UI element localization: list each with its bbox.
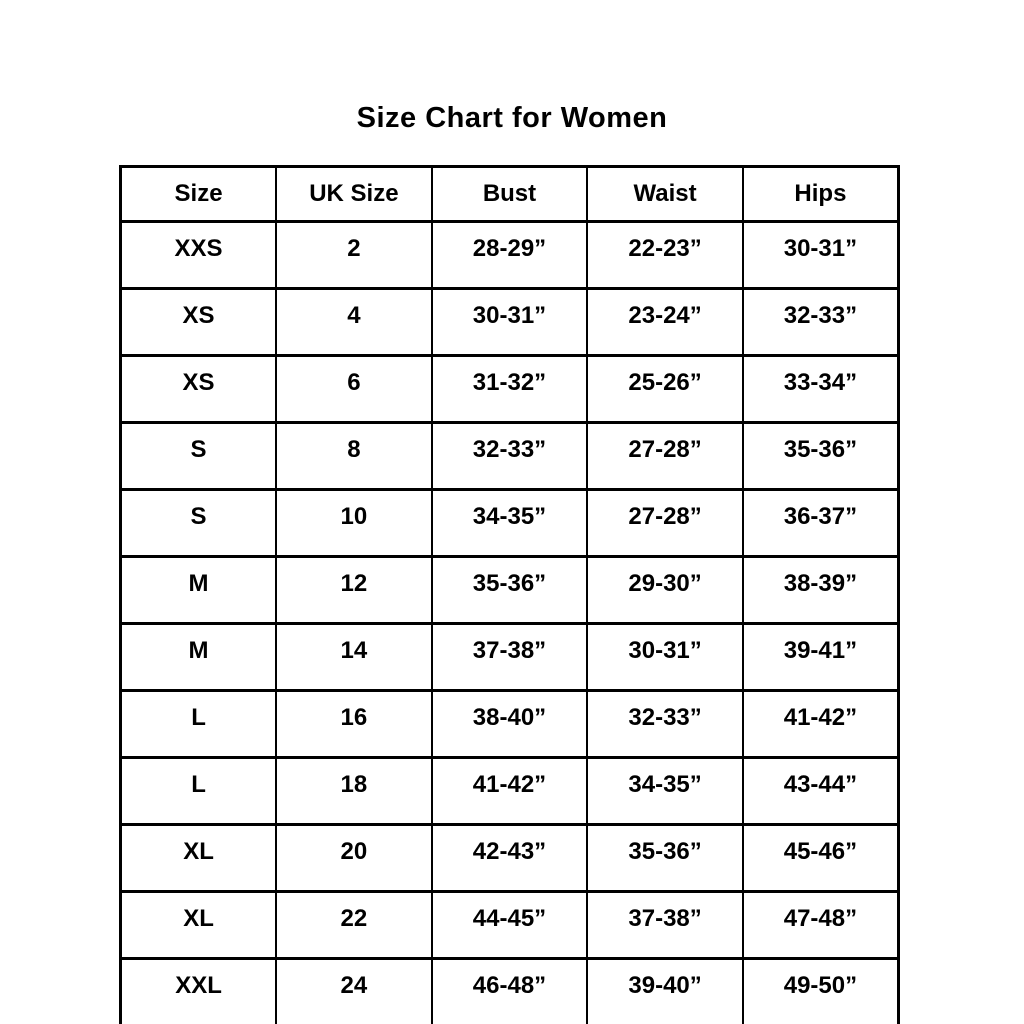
table-row [121,356,899,423]
table-cell-waist: 34-35” [587,758,743,825]
table-row [121,691,899,758]
table-cell-size: M [121,557,277,624]
table-header-row [121,167,899,222]
table-cell-bust: 34-35” [432,490,588,557]
table-cell-waist: 22-23” [587,222,743,289]
table-cell-hips: 45-46” [743,825,899,892]
table-cell-size: XL [121,892,277,959]
table-cell-waist: 32-33” [587,691,743,758]
table-cell-waist: 25-26” [587,356,743,423]
table-cell-hips: 49-50” [743,959,899,1024]
table-cell-uk-size: 10 [276,490,432,557]
table-cell-size: XS [121,356,277,423]
table-cell-hips: 35-36” [743,423,899,490]
column-header-bust: Bust [432,167,588,222]
table-cell-uk-size: 14 [276,624,432,691]
table-row [121,624,899,691]
table-cell-bust: 46-48” [432,959,588,1024]
column-header-waist: Waist [587,167,743,222]
table-cell-uk-size: 8 [276,423,432,490]
table-cell-waist: 37-38” [587,892,743,959]
table-cell-waist: 39-40” [587,959,743,1024]
table-cell-size: S [121,423,277,490]
table-cell-size: L [121,691,277,758]
table-row [121,557,899,624]
table-cell-uk-size: 24 [276,959,432,1024]
table-cell-bust: 30-31” [432,289,588,356]
table-row [121,423,899,490]
table-cell-bust: 38-40” [432,691,588,758]
column-header-size: Size [121,167,277,222]
column-header-hips: Hips [743,167,899,222]
table-cell-size: M [121,624,277,691]
table-cell-waist: 29-30” [587,557,743,624]
table-cell-hips: 38-39” [743,557,899,624]
table-cell-waist: 23-24” [587,289,743,356]
table-cell-hips: 30-31” [743,222,899,289]
table-body [121,222,899,1024]
table-cell-uk-size: 22 [276,892,432,959]
table-cell-waist: 35-36” [587,825,743,892]
table-cell-size: S [121,490,277,557]
table-cell-hips: 41-42” [743,691,899,758]
table-cell-bust: 37-38” [432,624,588,691]
table-cell-uk-size: 18 [276,758,432,825]
table-cell-bust: 44-45” [432,892,588,959]
table-cell-hips: 47-48” [743,892,899,959]
table-cell-uk-size: 20 [276,825,432,892]
table-cell-uk-size: 16 [276,691,432,758]
table-cell-uk-size: 4 [276,289,432,356]
table-row [121,289,899,356]
table-cell-size: XL [121,825,277,892]
table-cell-hips: 36-37” [743,490,899,557]
table-cell-size: XXL [121,959,277,1024]
table-cell-hips: 32-33” [743,289,899,356]
table-cell-waist: 27-28” [587,423,743,490]
table-cell-size: L [121,758,277,825]
table-cell-hips: 39-41” [743,624,899,691]
table-header [121,167,899,222]
size-chart-table [119,165,900,1024]
table-row [121,758,899,825]
table-row [121,959,899,1024]
table-cell-uk-size: 6 [276,356,432,423]
table-row [121,825,899,892]
table-cell-waist: 30-31” [587,624,743,691]
page-title: Size Chart for Women [356,102,668,134]
column-header-uk-size: UK Size [276,167,432,222]
table-cell-hips: 33-34” [743,356,899,423]
table-cell-bust: 28-29” [432,222,588,289]
table-cell-waist: 27-28” [587,490,743,557]
table-cell-bust: 31-32” [432,356,588,423]
table-row [121,892,899,959]
table-cell-bust: 41-42” [432,758,588,825]
table-cell-bust: 35-36” [432,557,588,624]
table-row [121,490,899,557]
table-cell-size: XXS [121,222,277,289]
table-cell-uk-size: 2 [276,222,432,289]
table-cell-size: XS [121,289,277,356]
table-cell-bust: 42-43” [432,825,588,892]
table-cell-bust: 32-33” [432,423,588,490]
table-cell-hips: 43-44” [743,758,899,825]
table-row [121,222,899,289]
table-cell-uk-size: 12 [276,557,432,624]
